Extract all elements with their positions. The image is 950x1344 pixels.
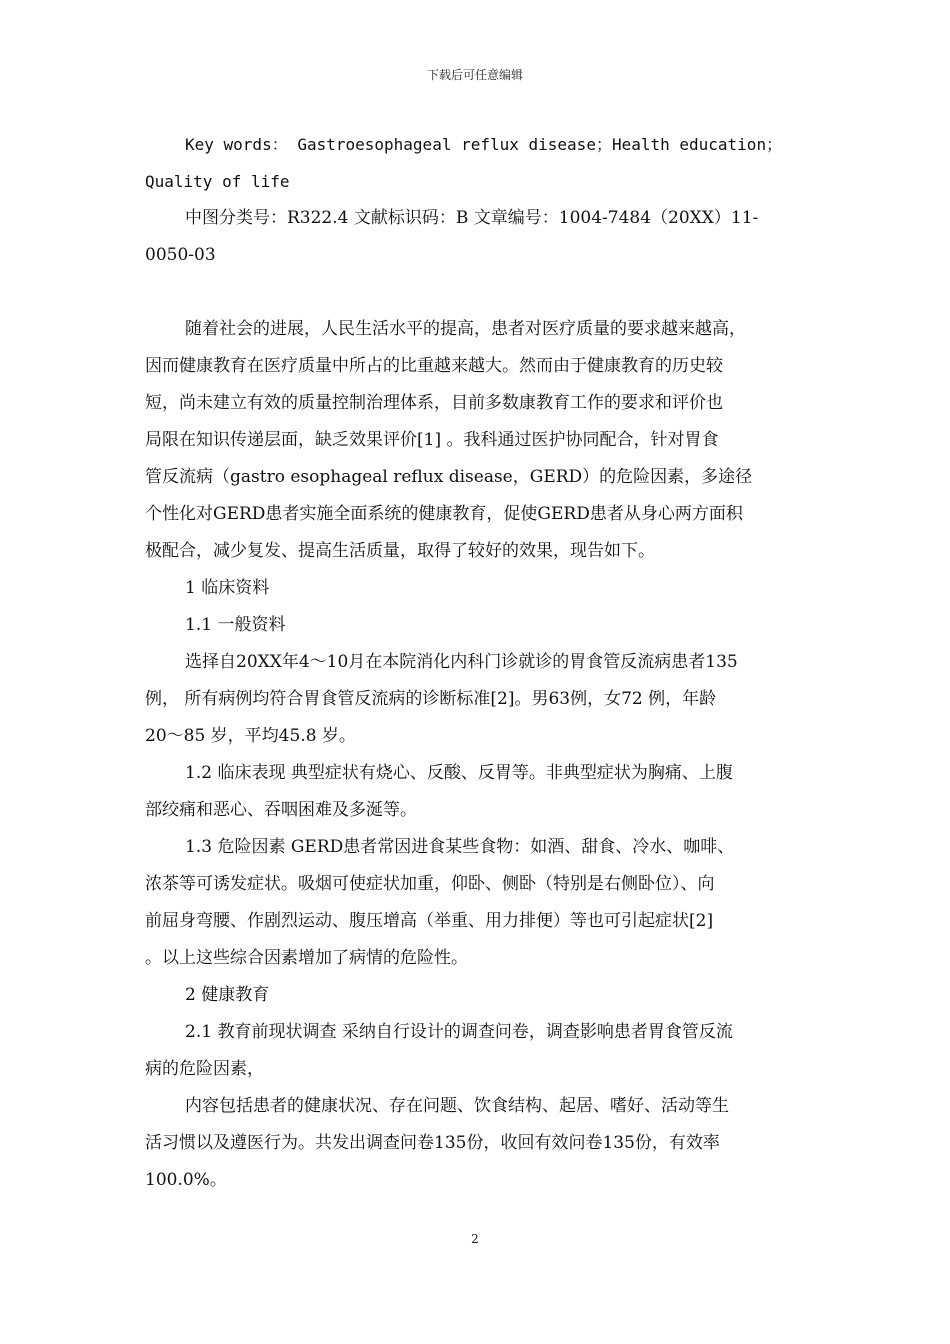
keywords-line: Key words： Gastroesophageal reflux disease；Health education； <box>185 135 783 154</box>
section-heading: 2 健康教育 <box>185 985 270 1005</box>
paragraph-line: 100.0%。 <box>145 1170 227 1190</box>
blank-line <box>145 274 810 311</box>
classification-line: 0050-03 <box>145 245 216 265</box>
paragraph-line: 例， 所有病例均符合胃食管反流病的诊断标准[2]。男63例，女72 例，年龄 <box>145 689 717 709</box>
intro-line: 管反流病（gastro esophageal reflux disease，GERD）的危险因素，多途径 <box>145 467 753 487</box>
classification-line: 中图分类号：R322.4 文献标识码：B 文章编号：1004-7484（20XX）11- <box>185 208 759 228</box>
intro-line: 因而健康教育在医疗质量中所占的比重越来越大。然而由于健康教育的历史较 <box>145 356 723 376</box>
intro-line: 局限在知识传递层面，缺乏效果评价[1] 。我科通过医护协同配合，针对胃食 <box>145 430 719 450</box>
paragraph-line: 病的危险因素， <box>145 1059 264 1079</box>
intro-line: 短，尚未建立有效的质量控制治理体系，目前多数康教育工作的要求和评价也 <box>145 393 723 413</box>
paragraph-line: 1.3 危险因素 GERD患者常因进食某些食物：如酒、甜食、冷水、咖啡、 <box>185 837 735 857</box>
paragraph-line: 选择自20XX年4～10月在本院消化内科门诊就诊的胃食管反流病患者135 <box>185 652 738 672</box>
paragraph-line: 2.1 教育前现状调查 采纳自行设计的调查问卷，调查影响患者胃食管反流 <box>185 1022 733 1042</box>
paragraph-line: 活习惯以及遵医行为。共发出调查问卷135份，收回有效问卷135份，有效率 <box>145 1133 720 1153</box>
document-body <box>145 126 810 1199</box>
page-header: 下载后可任意编辑 <box>426 68 523 82</box>
paragraph-line: 前屈身弯腰、作剧烈运动、腹压增高（举重、用力排便）等也可引起症状[2] <box>145 911 714 931</box>
paragraph-line: 浓茶等可诱发症状。吸烟可使症状加重，仰卧、侧卧（特别是右侧卧位）、向 <box>145 874 715 894</box>
paragraph-line: 20～85 岁，平均45.8 岁。 <box>145 726 356 746</box>
page-number: 2 <box>471 1232 479 1246</box>
intro-line: 个性化对GERD患者实施全面系统的健康教育，促使GERD患者从身心两方面积 <box>145 504 743 524</box>
keywords-line: Quality of life <box>145 172 290 191</box>
subsection-heading: 1.1 一般资料 <box>185 615 286 635</box>
paragraph-line: 1.2 临床表现 典型症状有烧心、反酸、反胃等。非典型症状为胸痛、上腹 <box>185 763 733 783</box>
paragraph-line: 内容包括患者的健康状况、存在问题、饮食结构、起居、嗜好、活动等生 <box>185 1096 729 1116</box>
section-heading: 1 临床资料 <box>185 578 270 598</box>
paragraph-line: 部绞痛和恶心、吞咽困难及多涎等。 <box>145 800 417 820</box>
paragraph-line: 。以上这些综合因素增加了病情的危险性。 <box>145 948 468 968</box>
intro-line: 随着社会的进展，人民生活水平的提高，患者对医疗质量的要求越来越高， <box>185 319 746 339</box>
intro-line: 极配合，减少复发、提高生活质量，取得了较好的效果，现告如下。 <box>145 541 655 561</box>
